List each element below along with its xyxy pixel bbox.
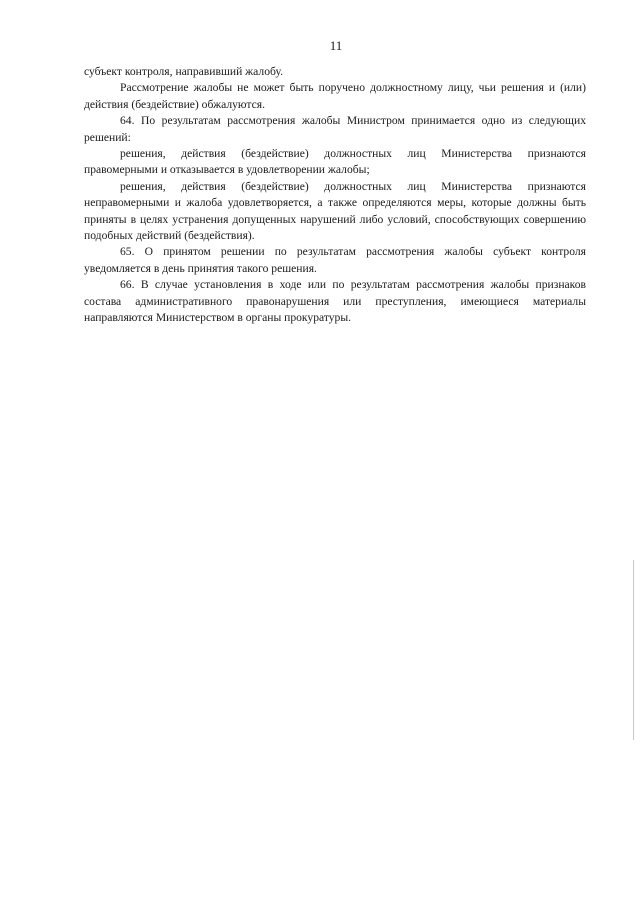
paragraph-decision-unlawful: решения, действия (бездействие) должностных лиц Министерства признаются неправомерными и жалоба удовлетворяется, а также определяются меры, которые должны быть приняты в целях устранения допущенных нарушений либо условий, способствующих совершению подобных действий (бездействия). [84, 179, 586, 243]
paragraph-review-restriction: Рассмотрение жалобы не может быть поручено должностному лицу, чьи решения и (или) действия (бездействие) обжалуются. [84, 81, 586, 111]
paragraph-65: 65. О принятом решении по результатам рассмотрения жалобы субъект контроля уведомляется в день принятия такого решения. [84, 245, 586, 275]
paragraph-64: 64. По результатам рассмотрения жалобы Министром принимается одно из следующих решений: [84, 114, 586, 144]
scan-edge-line [633, 560, 634, 740]
paragraph-decision-lawful: решения, действия (бездействие) должностных лиц Министерства признаются правомерными и отказывается в удовлетворении жалобы; [84, 147, 586, 177]
paragraph-continuation: субъект контроля, направивший жалобу. [84, 65, 284, 78]
document-body [84, 64, 586, 327]
paragraph-66: 66. В случае установления в ходе или по результатам рассмотрения жалобы признаков состава административного правонарушения или преступления, имеющиеся материалы направляются Министерством в органы прокуратуры. [84, 278, 586, 325]
page-number: 11 [329, 38, 343, 53]
